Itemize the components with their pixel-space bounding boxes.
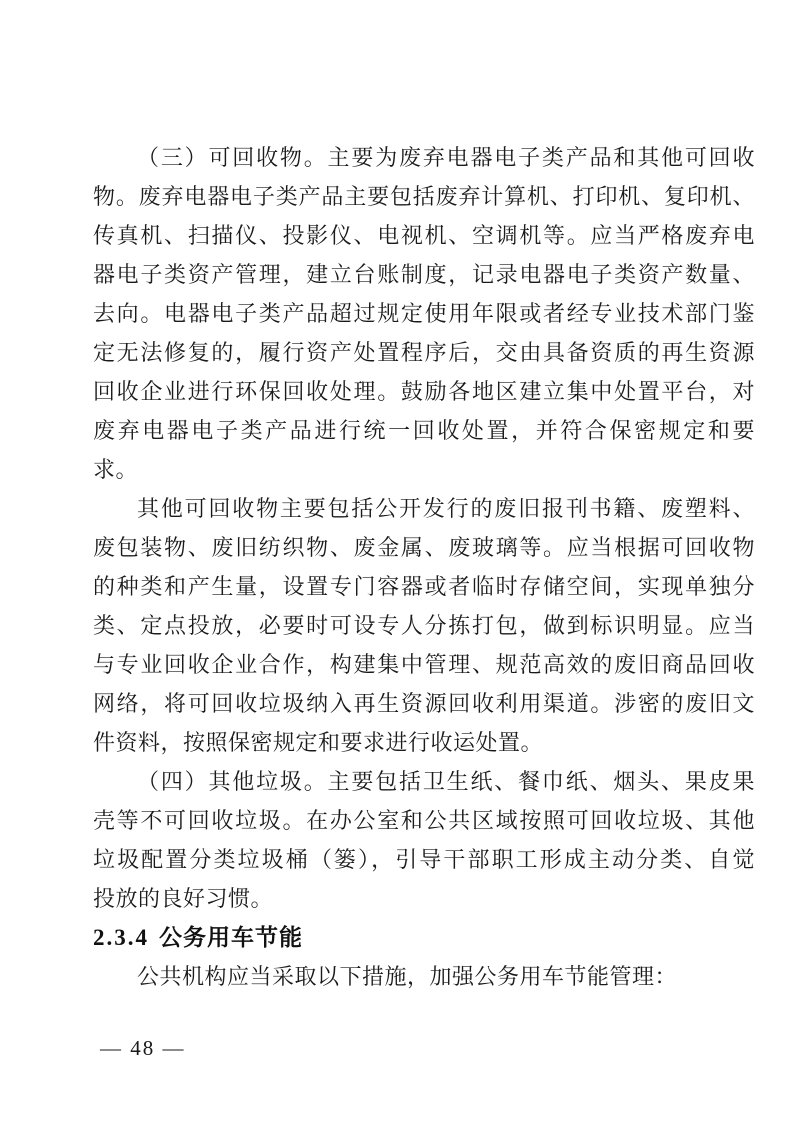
paragraph-vehicle-intro bbox=[93, 957, 755, 996]
text-line: 壳等不可回收垃圾。在办公室和公共区域按照可回收垃圾、其他 bbox=[93, 808, 755, 833]
text-line: 类、定点投放，必要时可设专人分拣打包，做到标识明显。应当 bbox=[93, 613, 755, 638]
text-line: （四）其他垃圾。主要包括卫生纸、餐巾纸、烟头、果皮果 bbox=[137, 769, 755, 794]
paragraph-other-waste bbox=[93, 762, 755, 918]
text-line: 其他可回收物主要包括公开发行的废旧报刊书籍、废塑料、 bbox=[137, 496, 755, 521]
text-line: 与专业回收企业合作，构建集中管理、规范高效的废旧商品回收 bbox=[93, 652, 755, 677]
text-line: 去向。电器电子类产品超过规定使用年限或者经专业技术部门鉴 bbox=[93, 301, 755, 326]
text-line: 网络，将可回收垃圾纳入再生资源回收利用渠道。涉密的废旧文 bbox=[93, 691, 755, 716]
text-line: 物。废弃电器电子类产品主要包括废弃计算机、打印机、复印机、 bbox=[93, 184, 755, 209]
text-line: 回收企业进行环保回收处理。鼓励各地区建立集中处置平台，对 bbox=[93, 379, 755, 404]
text-line: 公共机构应当采取以下措施，加强公务用车节能管理： bbox=[137, 964, 678, 989]
paragraph-recyclables bbox=[93, 138, 755, 489]
section-heading bbox=[93, 918, 755, 957]
text-line: 的种类和产生量，设置专门容器或者临时存储空间，实现单独分 bbox=[93, 574, 755, 599]
text-line: 投放的良好习惯。 bbox=[93, 886, 274, 911]
text-line: 传真机、扫描仪、投影仪、电视机、空调机等。应当严格废弃电 bbox=[93, 223, 755, 248]
text-line: （三）可回收物。主要为废弃电器电子类产品和其他可回收 bbox=[137, 145, 755, 170]
text-line: 定无法修复的，履行资产处置程序后，交由具备资质的再生资源 bbox=[93, 340, 755, 365]
text-line: 器电子类资产管理，建立台账制度，记录电器电子类资产数量、 bbox=[93, 262, 755, 287]
document-body bbox=[93, 138, 755, 996]
section-number: 2.3.4 bbox=[93, 925, 149, 950]
text-line: 件资料，按照保密规定和要求进行收运处置。 bbox=[93, 730, 544, 755]
section-title: 公务用车节能 bbox=[159, 924, 303, 950]
text-line: 求。 bbox=[93, 457, 139, 482]
paragraph-other-recyclables bbox=[93, 489, 755, 762]
text-line: 垃圾配置分类垃圾桶（篓），引导干部职工形成主动分类、自觉 bbox=[93, 847, 755, 872]
text-line: 废包装物、废旧纺织物、废金属、废玻璃等。应当根据可回收物 bbox=[93, 535, 755, 560]
page-number: — 48 — bbox=[100, 1036, 186, 1060]
text-line: 废弃电器电子类产品进行统一回收处置，并符合保密规定和要 bbox=[93, 418, 755, 443]
